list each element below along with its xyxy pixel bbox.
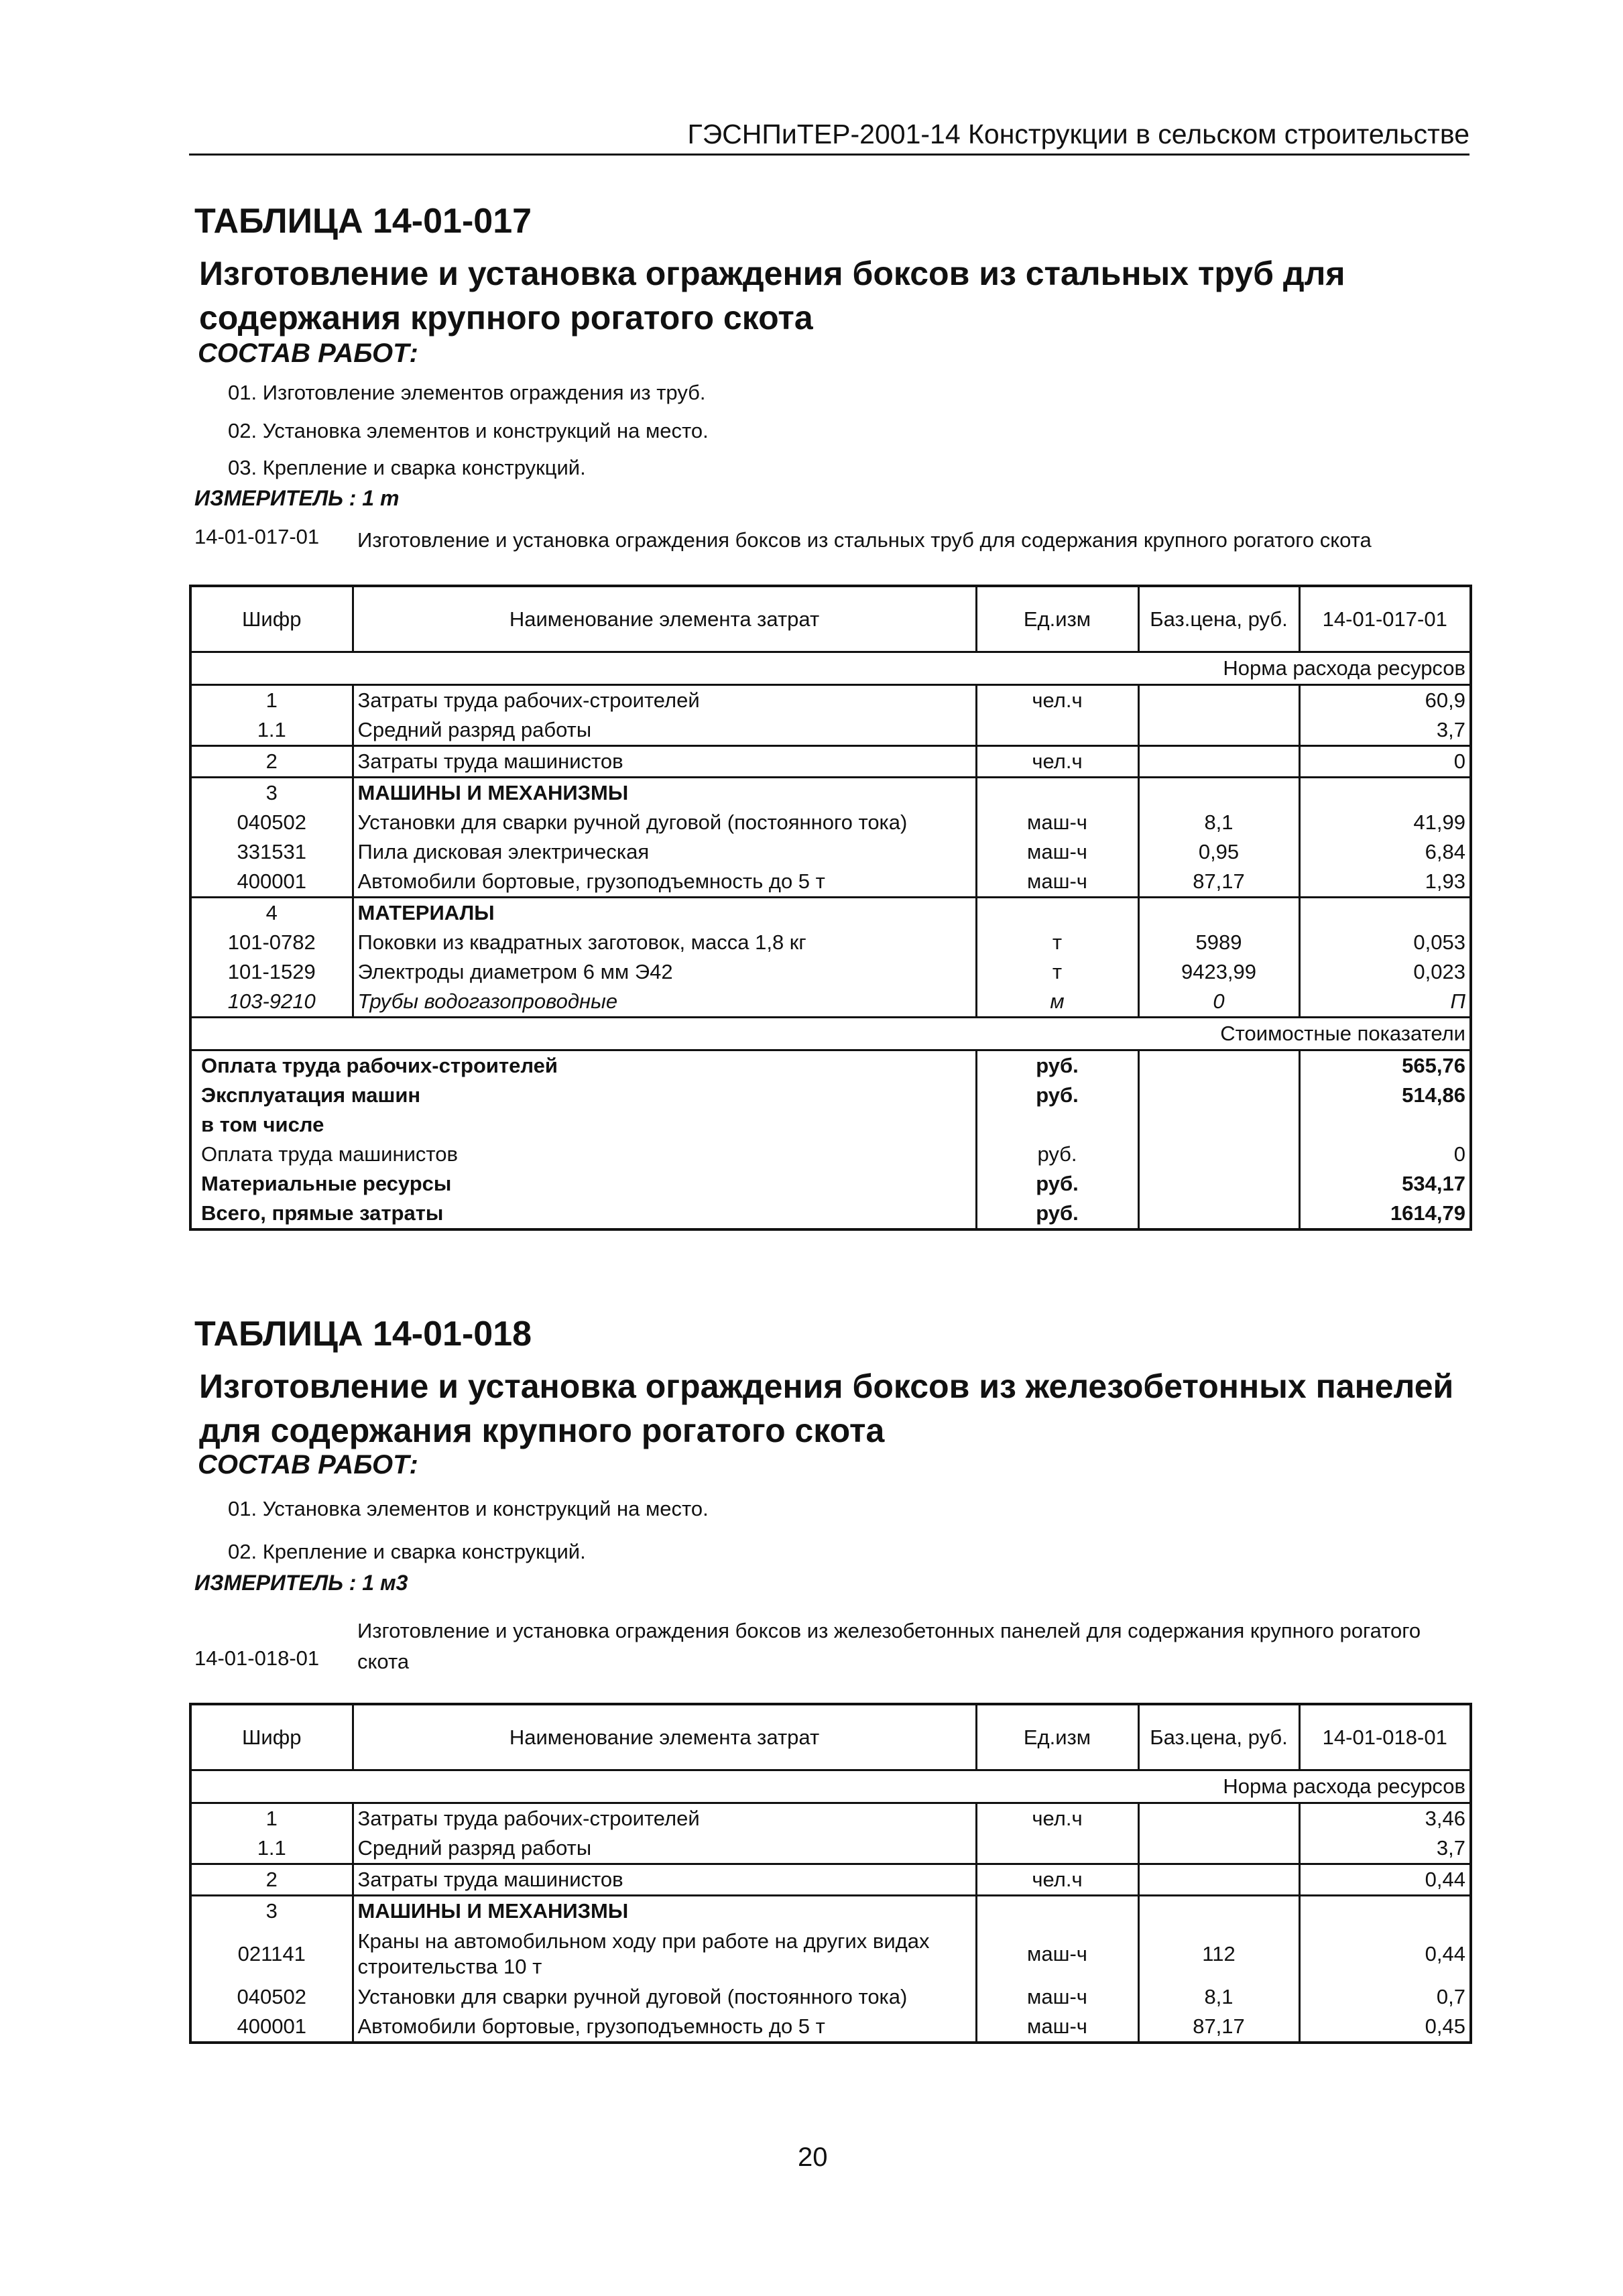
table-row bbox=[190, 778, 1471, 808]
row-name: Автомобили бортовые, грузоподъемность до 5 т bbox=[353, 867, 976, 898]
table2-resource-table bbox=[189, 1703, 1472, 2044]
cost-row-unit: руб. bbox=[976, 1169, 1138, 1199]
row-name: МАШИНЫ И МЕХАНИЗМЫ bbox=[353, 1896, 976, 1927]
row-price bbox=[1138, 1833, 1299, 1864]
table1-cost-row bbox=[190, 1018, 1471, 1050]
table-row bbox=[190, 746, 1471, 778]
row-code: 1 bbox=[190, 1803, 353, 1834]
cost-row bbox=[190, 1050, 1471, 1081]
row-value bbox=[1299, 778, 1471, 808]
row-price bbox=[1138, 1896, 1299, 1927]
row-code: 400001 bbox=[190, 867, 353, 898]
row-value bbox=[1299, 898, 1471, 928]
row-name: Установки для сварки ручной дуговой (постоянного тока) bbox=[353, 1982, 976, 2012]
table-row bbox=[190, 1926, 1471, 1982]
row-name: Затраты труда машинистов bbox=[353, 746, 976, 778]
cost-row-label: Оплата труда машинистов bbox=[190, 1140, 976, 1169]
row-price: 8,1 bbox=[1138, 808, 1299, 837]
cost-row-value: 0 bbox=[1453, 1142, 1465, 1166]
table2-code: 14-01-018-01 bbox=[194, 1646, 320, 1670]
row-unit bbox=[976, 778, 1138, 808]
cost-row-value bbox=[1299, 1110, 1471, 1140]
row-unit bbox=[976, 1896, 1138, 1927]
cost-row-unit: руб. bbox=[976, 1050, 1138, 1081]
table2-name-line1: Изготовление и установка ограждения боксов из железобетонных панелей bbox=[199, 1368, 1454, 1405]
row-code: 021141 bbox=[190, 1926, 353, 1982]
row-price: 9423,99 bbox=[1138, 957, 1299, 987]
cost-row bbox=[190, 1110, 1471, 1140]
row-name: МАТЕРИАЛЫ bbox=[353, 898, 976, 928]
row-code: 1.1 bbox=[190, 1833, 353, 1864]
row-unit bbox=[976, 1833, 1138, 1864]
row-price: 0,95 bbox=[1138, 837, 1299, 867]
row-name: МАШИНЫ И МЕХАНИЗМЫ bbox=[353, 778, 976, 808]
row-name: Установки для сварки ручной дуговой (постоянного тока) bbox=[353, 808, 976, 837]
table1-code-line bbox=[194, 525, 1475, 556]
cost-row-label: в том числе bbox=[190, 1110, 976, 1140]
row-name: Электроды диаметром 6 мм Э42 bbox=[353, 957, 976, 987]
table1-desc: Изготовление и установка ограждения боксов из стальных труб для содержания крупного рогатого скота bbox=[357, 528, 1372, 552]
table-row bbox=[190, 1982, 1471, 2012]
col-header-price: Баз.цена, руб. bbox=[1138, 586, 1299, 652]
row-code: 331531 bbox=[190, 837, 353, 867]
table2-name-line2: для содержания крупного рогатого скота bbox=[199, 1412, 885, 1449]
col-header-unit: Ед.изм bbox=[976, 586, 1138, 652]
cost-row-price bbox=[1138, 1081, 1299, 1110]
cost-row-price bbox=[1138, 1050, 1299, 1081]
table-row bbox=[190, 685, 1471, 716]
cost-row-label: Оплата труда рабочих-строителей bbox=[190, 1050, 976, 1081]
row-code: 1.1 bbox=[190, 715, 353, 746]
row-unit bbox=[976, 898, 1138, 928]
table-row bbox=[190, 1833, 1471, 1864]
row-price: 87,17 bbox=[1138, 2012, 1299, 2043]
cost-row bbox=[190, 1199, 1471, 1229]
row-price: 8,1 bbox=[1138, 1982, 1299, 2012]
row-value bbox=[1299, 1896, 1471, 1927]
running-header-title: ГЭСНПиТЕР-2001-14 Конструкции в сельском строительстве bbox=[687, 119, 1469, 149]
cost-row-label: Эксплуатация машин bbox=[190, 1081, 976, 1110]
norm-label: Норма расхода ресурсов bbox=[190, 1770, 1471, 1803]
row-value: 1,93 bbox=[1425, 869, 1465, 893]
row-name: Затраты труда машинистов bbox=[353, 1864, 976, 1896]
row-value: 0,053 bbox=[1413, 930, 1465, 954]
row-unit: м bbox=[976, 987, 1138, 1018]
row-price bbox=[1138, 715, 1299, 746]
table1-title: ТАБЛИЦА 14-01-017 bbox=[194, 202, 532, 241]
table1-code: 14-01-017-01 bbox=[194, 525, 320, 548]
norm-label: Норма расхода ресурсов bbox=[190, 652, 1471, 685]
row-unit: т bbox=[976, 928, 1138, 957]
row-code: 103-9210 bbox=[190, 987, 353, 1018]
table2-title: ТАБЛИЦА 14-01-018 bbox=[194, 1315, 532, 1353]
col-header-code: Шифр bbox=[190, 1704, 353, 1770]
table1-resource-table bbox=[189, 585, 1472, 1231]
row-unit: чел.ч bbox=[976, 1864, 1138, 1896]
row-value: 3,7 bbox=[1436, 718, 1465, 741]
running-header bbox=[189, 117, 1469, 156]
row-code: 1 bbox=[190, 685, 353, 716]
row-unit: маш-ч bbox=[976, 1926, 1138, 1982]
row-code: 040502 bbox=[190, 1982, 353, 2012]
row-price bbox=[1138, 1803, 1299, 1834]
table-row bbox=[190, 867, 1471, 898]
row-unit: чел.ч bbox=[976, 685, 1138, 716]
row-code: 2 bbox=[190, 1864, 353, 1896]
row-name: Трубы водогазопроводные bbox=[353, 987, 976, 1018]
row-price bbox=[1138, 778, 1299, 808]
cost-row-unit: руб. bbox=[976, 1199, 1138, 1229]
table1-works-label: СОСТАВ РАБОТ: bbox=[198, 339, 418, 368]
table1-header-row bbox=[190, 586, 1471, 652]
row-unit: маш-ч bbox=[976, 808, 1138, 837]
row-name: Средний разряд работы bbox=[353, 1833, 976, 1864]
table1-name-line1: Изготовление и установка ограждения боксов из стальных труб для bbox=[199, 255, 1345, 292]
row-price: 112 bbox=[1138, 1926, 1299, 1982]
cost-row bbox=[190, 1140, 1471, 1169]
row-value: 0,45 bbox=[1425, 2014, 1465, 2038]
col-header-value: 14-01-018-01 bbox=[1322, 1725, 1447, 1749]
row-value: 3,7 bbox=[1436, 1836, 1465, 1860]
table2-work-item: 01. Установка элементов и конструкций на место. bbox=[228, 1497, 709, 1520]
cost-row-label: Материальные ресурсы bbox=[190, 1169, 976, 1199]
row-unit: маш-ч bbox=[976, 1982, 1138, 2012]
row-name: Затраты труда рабочих-строителей bbox=[353, 685, 976, 716]
table1-work-item: 01. Изготовление элементов ограждения из труб. bbox=[228, 381, 706, 404]
row-name: Автомобили бортовые, грузоподъемность до 5 т bbox=[353, 2012, 976, 2043]
row-value: 0,023 bbox=[1413, 960, 1465, 983]
row-code: 3 bbox=[190, 1896, 353, 1927]
row-value: П bbox=[1450, 989, 1465, 1013]
table2-name bbox=[199, 1364, 1473, 1453]
cost-row-price bbox=[1138, 1169, 1299, 1199]
row-code: 3 bbox=[190, 778, 353, 808]
col-header-value: 14-01-017-01 bbox=[1322, 607, 1447, 631]
row-code: 4 bbox=[190, 898, 353, 928]
row-code: 101-0782 bbox=[190, 928, 353, 957]
cost-row bbox=[190, 1081, 1471, 1110]
table1-name-line2: содержания крупного рогатого скота bbox=[199, 299, 813, 337]
row-value: 0 bbox=[1299, 746, 1471, 778]
table-row bbox=[190, 2012, 1471, 2043]
table1-name bbox=[199, 251, 1473, 340]
table-row bbox=[190, 715, 1471, 746]
table-row bbox=[190, 898, 1471, 928]
row-unit: маш-ч bbox=[976, 837, 1138, 867]
col-header-code: Шифр bbox=[190, 586, 353, 652]
page-number: 20 bbox=[798, 2142, 828, 2172]
row-name: Пила дисковая электрическая bbox=[353, 837, 976, 867]
row-code: 2 bbox=[190, 746, 353, 778]
row-name: Поковки из квадратных заготовок, масса 1,8 кг bbox=[353, 928, 976, 957]
cost-row-unit bbox=[976, 1110, 1138, 1140]
row-value: 0,44 bbox=[1299, 1864, 1471, 1896]
row-value: 6,84 bbox=[1425, 840, 1465, 863]
table-row bbox=[190, 1864, 1471, 1896]
row-price: 87,17 bbox=[1138, 867, 1299, 898]
row-name: Средний разряд работы bbox=[353, 715, 976, 746]
row-price: 5989 bbox=[1138, 928, 1299, 957]
table1-work-item: 02. Установка элементов и конструкций на место. bbox=[228, 419, 709, 442]
table-row bbox=[190, 837, 1471, 867]
row-unit: т bbox=[976, 957, 1138, 987]
row-unit bbox=[976, 715, 1138, 746]
cost-row-unit: руб. bbox=[976, 1140, 1138, 1169]
cost-row-price bbox=[1138, 1140, 1299, 1169]
table1-measure: ИЗМЕРИТЕЛЬ : 1 т bbox=[194, 486, 400, 510]
table1-norm-row bbox=[190, 652, 1471, 685]
table2-header-row bbox=[190, 1704, 1471, 1770]
col-header-price: Баз.цена, руб. bbox=[1138, 1704, 1299, 1770]
cost-row-price bbox=[1138, 1110, 1299, 1140]
cost-row-value: 565,76 bbox=[1402, 1054, 1465, 1077]
row-price bbox=[1138, 746, 1299, 778]
table2-measure: ИЗМЕРИТЕЛЬ : 1 м3 bbox=[194, 1571, 408, 1595]
row-name: Краны на автомобильном ходу при работе на других видах строительства 10 т bbox=[353, 1926, 976, 1982]
table1-work-item: 03. Крепление и сварка конструкций. bbox=[228, 456, 586, 479]
cost-row-label: Всего, прямые затраты bbox=[190, 1199, 976, 1229]
row-unit: маш-ч bbox=[976, 2012, 1138, 2043]
cost-row-price bbox=[1138, 1199, 1299, 1229]
row-code: 040502 bbox=[190, 808, 353, 837]
row-price bbox=[1138, 898, 1299, 928]
cost-row-value: 1614,79 bbox=[1390, 1201, 1465, 1225]
cost-label: Стоимостные показатели bbox=[190, 1018, 1471, 1050]
table-row bbox=[190, 1803, 1471, 1834]
table-row bbox=[190, 808, 1471, 837]
row-value: 0,44 bbox=[1425, 1942, 1465, 1966]
row-value: 0,7 bbox=[1436, 1985, 1465, 2008]
table-row bbox=[190, 957, 1471, 987]
row-value: 60,9 bbox=[1425, 688, 1465, 712]
cost-row-value: 534,17 bbox=[1402, 1172, 1465, 1195]
row-price: 0 bbox=[1138, 987, 1299, 1018]
row-code: 101-1529 bbox=[190, 957, 353, 987]
table-row bbox=[190, 987, 1471, 1018]
col-header-name: Наименование элемента затрат bbox=[353, 586, 976, 652]
row-unit: чел.ч bbox=[976, 1803, 1138, 1834]
table2-work-item: 02. Крепление и сварка конструкций. bbox=[228, 1540, 586, 1563]
table-row bbox=[190, 928, 1471, 957]
row-unit: маш-ч bbox=[976, 867, 1138, 898]
cost-row bbox=[190, 1169, 1471, 1199]
cost-row-unit: руб. bbox=[976, 1081, 1138, 1110]
row-value: 41,99 bbox=[1413, 810, 1465, 834]
table2-code-line bbox=[194, 1616, 1475, 1677]
row-value: 3,46 bbox=[1425, 1807, 1465, 1830]
table2-norm-row bbox=[190, 1770, 1471, 1803]
table2-works-label: СОСТАВ РАБОТ: bbox=[198, 1450, 418, 1479]
row-code: 400001 bbox=[190, 2012, 353, 2043]
row-name: Затраты труда рабочих-строителей bbox=[353, 1803, 976, 1834]
row-price bbox=[1138, 1864, 1299, 1896]
col-header-unit: Ед.изм bbox=[976, 1704, 1138, 1770]
cost-row-value: 514,86 bbox=[1402, 1083, 1465, 1107]
col-header-name: Наименование элемента затрат bbox=[353, 1704, 976, 1770]
table-row bbox=[190, 1896, 1471, 1927]
row-unit: чел.ч bbox=[976, 746, 1138, 778]
row-price bbox=[1138, 685, 1299, 716]
table2-desc: Изготовление и установка ограждения боксов из железобетонных панелей для содержания крупного рогатого скота bbox=[357, 1619, 1421, 1673]
